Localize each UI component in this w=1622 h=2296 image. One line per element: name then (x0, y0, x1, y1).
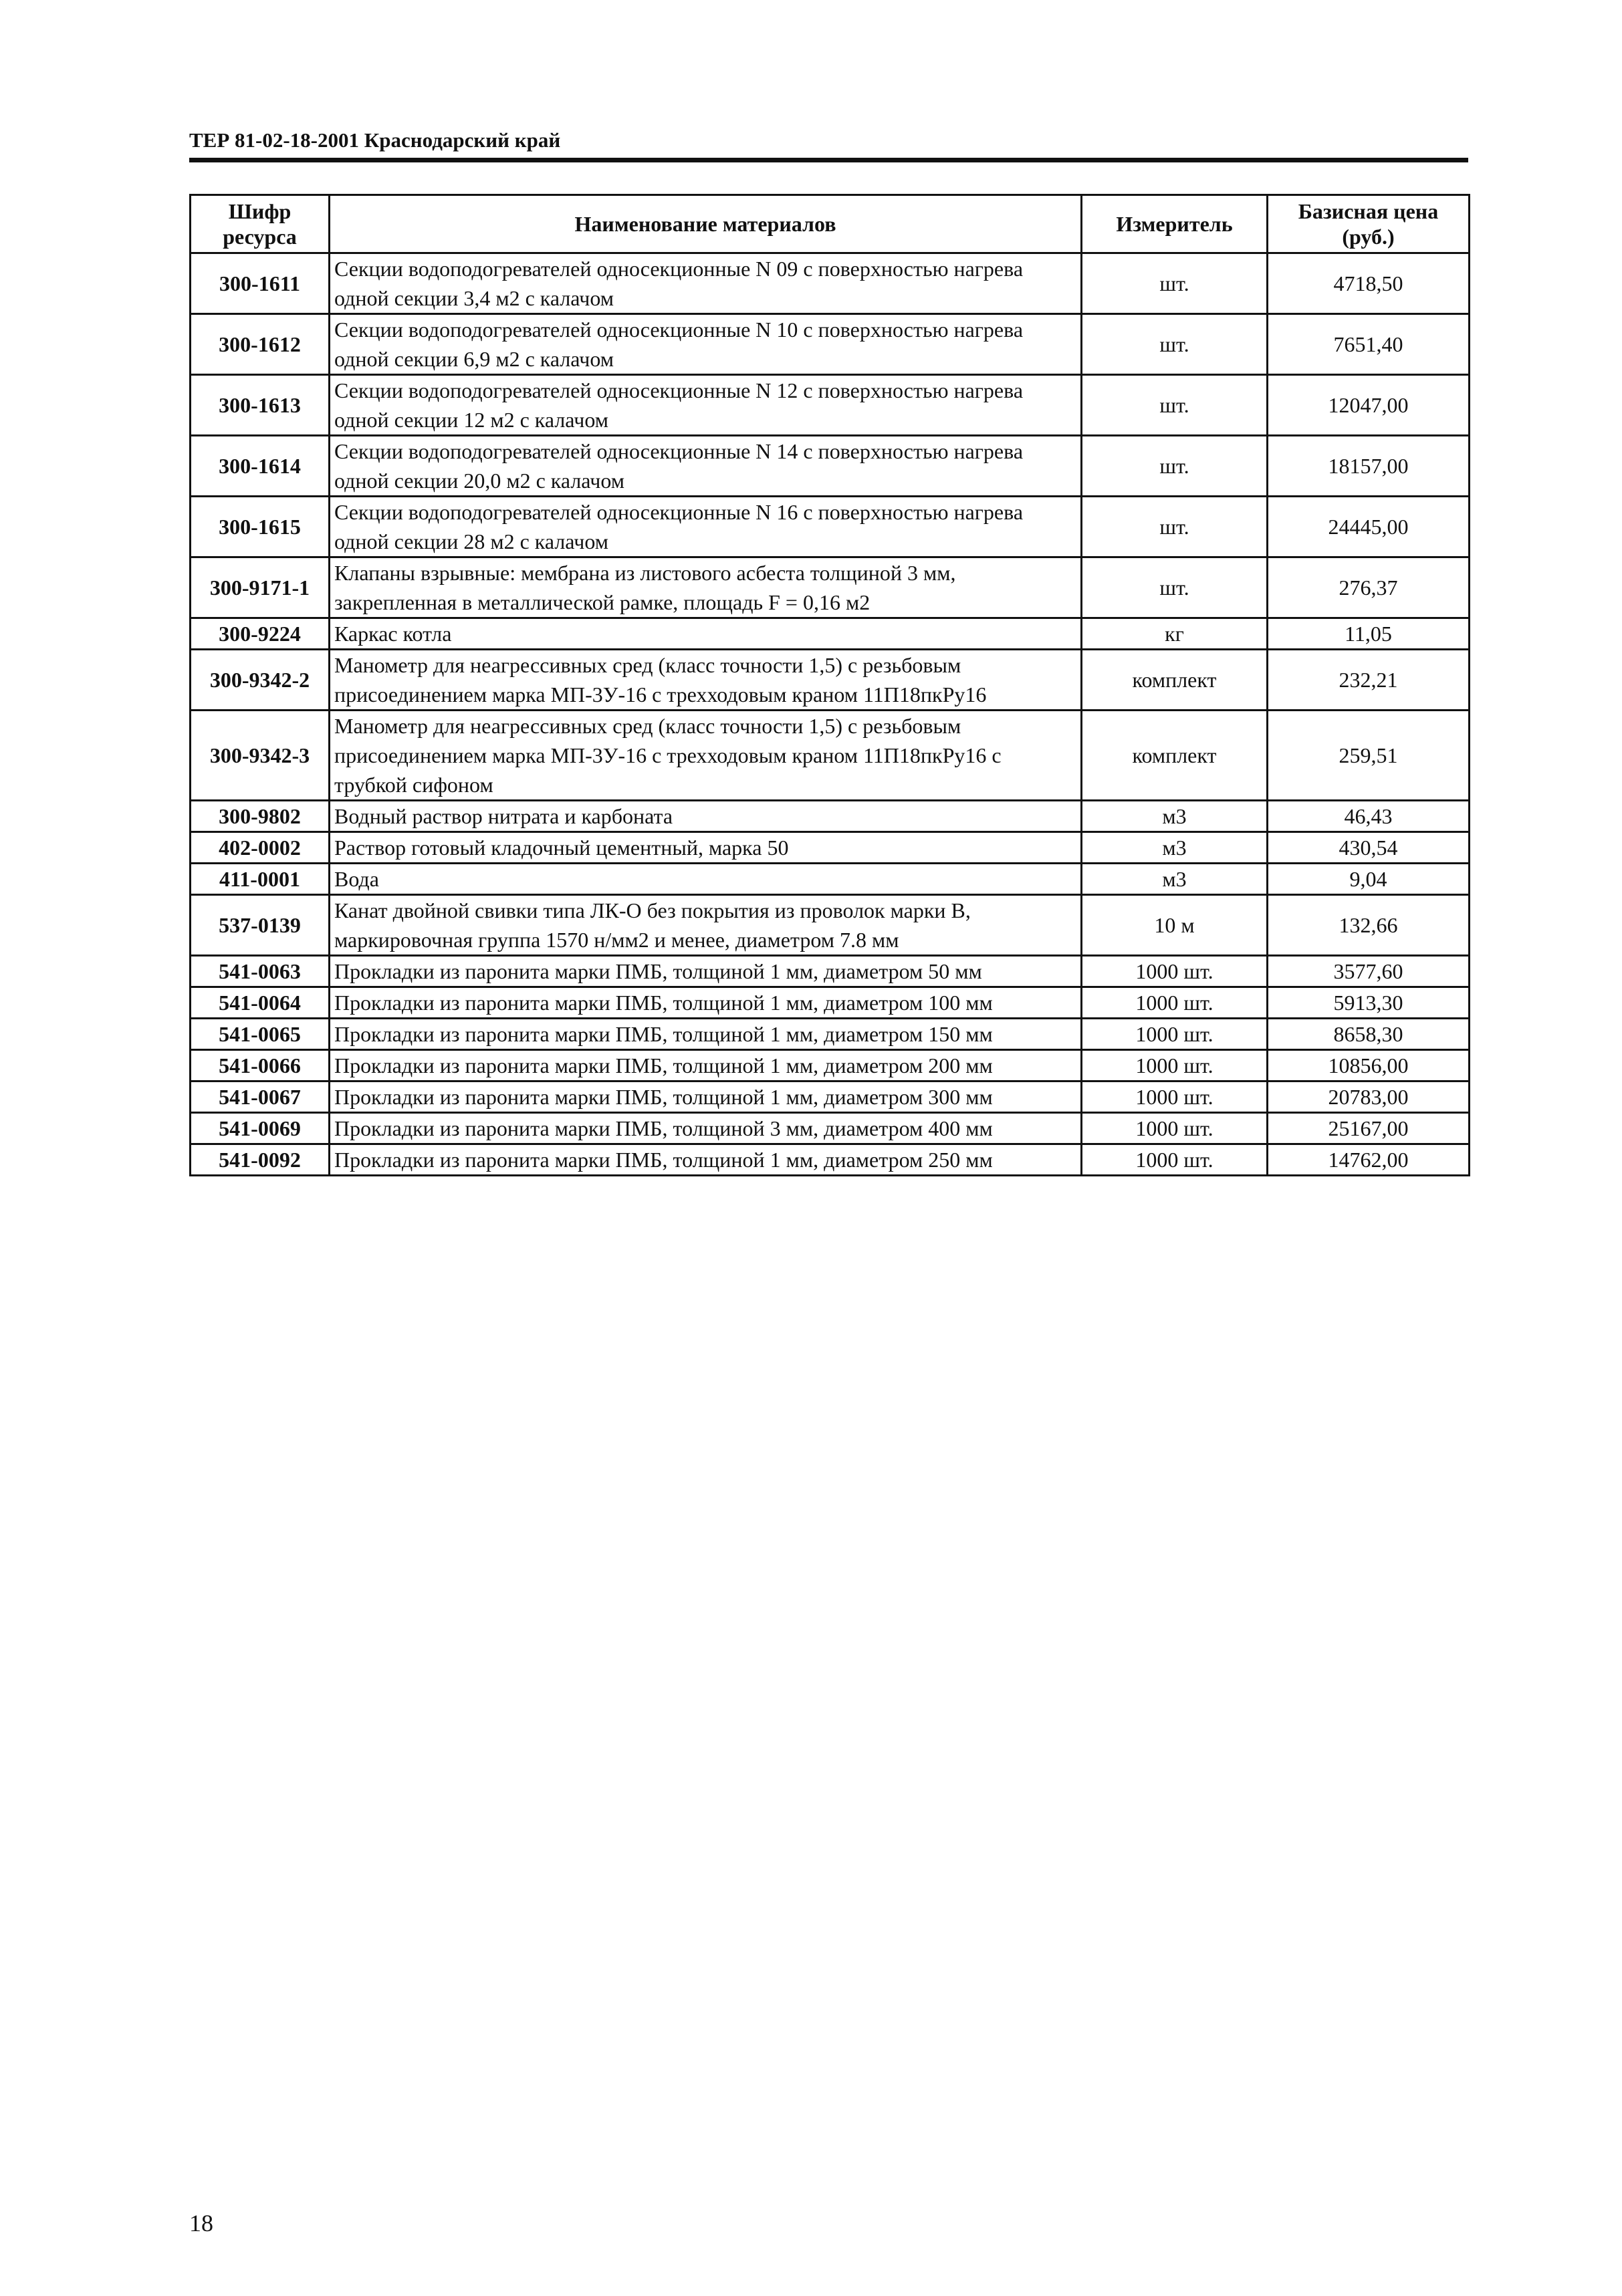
price-cell: 10856,00 (1268, 1050, 1470, 1081)
price-cell: 46,43 (1268, 801, 1470, 832)
code-cell: 541-0069 (191, 1113, 330, 1144)
unit-cell: шт. (1082, 375, 1268, 436)
unit-cell: комплект (1082, 711, 1268, 801)
price-cell: 24445,00 (1268, 497, 1470, 557)
code-cell: 541-0066 (191, 1050, 330, 1081)
table-row (191, 801, 1470, 832)
name-cell: Манометр для неагрессивных сред (класс точности 1,5) с резьбовым присоединением марка МП-3У-16 с трехходовым краном 11П18пкРу16 (330, 650, 1082, 711)
header-rule (189, 158, 1468, 162)
name-cell: Прокладки из паронита марки ПМБ, толщиной 1 мм, диаметром 200 мм (330, 1050, 1082, 1081)
unit-cell: 1000 шт. (1082, 1144, 1268, 1176)
unit-cell: шт. (1082, 497, 1268, 557)
price-cell: 18157,00 (1268, 436, 1470, 497)
name-cell: Раствор готовый кладочный цементный, марка 50 (330, 832, 1082, 864)
table-row (191, 557, 1470, 618)
table-row (191, 375, 1470, 436)
unit-cell: 1000 шт. (1082, 1050, 1268, 1081)
price-cell: 20783,00 (1268, 1081, 1470, 1113)
code-cell: 300-9342-3 (191, 711, 330, 801)
code-cell: 300-1613 (191, 375, 330, 436)
price-cell: 9,04 (1268, 864, 1470, 895)
name-cell: Прокладки из паронита марки ПМБ, толщиной 1 мм, диаметром 50 мм (330, 956, 1082, 987)
unit-cell: м3 (1082, 801, 1268, 832)
unit-cell: м3 (1082, 864, 1268, 895)
name-cell: Секции водоподогревателей односекционные N 10 с поверхностью нагрева одной секции 6,9 м2 с калачом (330, 314, 1082, 375)
table-row (191, 1050, 1470, 1081)
name-cell: Секции водоподогревателей односекционные N 12 с поверхностью нагрева одной секции 12 м2 с калачом (330, 375, 1082, 436)
table-row (191, 436, 1470, 497)
price-cell: 5913,30 (1268, 987, 1470, 1019)
unit-cell: 1000 шт. (1082, 987, 1268, 1019)
table-row (191, 1113, 1470, 1144)
table-row (191, 895, 1470, 956)
column-header-price: Базисная цена (руб.) (1268, 195, 1470, 253)
unit-cell: шт. (1082, 253, 1268, 314)
price-cell: 25167,00 (1268, 1113, 1470, 1144)
price-cell: 14762,00 (1268, 1144, 1470, 1176)
price-cell: 276,37 (1268, 557, 1470, 618)
column-header-unit: Измеритель (1082, 195, 1268, 253)
table-row (191, 1144, 1470, 1176)
price-cell: 232,21 (1268, 650, 1470, 711)
table-header-row (191, 195, 1470, 253)
unit-cell: 1000 шт. (1082, 1019, 1268, 1050)
unit-cell: 1000 шт. (1082, 956, 1268, 987)
name-cell: Каркас котла (330, 618, 1082, 650)
table-row (191, 497, 1470, 557)
unit-cell: шт. (1082, 314, 1268, 375)
code-cell: 541-0092 (191, 1144, 330, 1176)
code-cell: 300-1614 (191, 436, 330, 497)
name-cell: Манометр для неагрессивных сред (класс точности 1,5) с резьбовым присоединением марка МП-3У-16 с трехходовым краном 11П18пкРу16 с трубкой сифоном (330, 711, 1082, 801)
table-row (191, 618, 1470, 650)
page-header: ТЕР 81-02-18-2001 Краснодарский край (189, 128, 561, 152)
column-header-name: Наименование материалов (330, 195, 1082, 253)
unit-cell: 10 м (1082, 895, 1268, 956)
name-cell: Канат двойной свивки типа ЛК-О без покрытия из проволок марки В, маркировочная группа 1570 н/мм2 и менее, диаметром 7.8 мм (330, 895, 1082, 956)
code-cell: 300-9171-1 (191, 557, 330, 618)
price-cell: 430,54 (1268, 832, 1470, 864)
code-cell: 300-9342-2 (191, 650, 330, 711)
price-cell: 132,66 (1268, 895, 1470, 956)
unit-cell: 1000 шт. (1082, 1113, 1268, 1144)
name-cell: Прокладки из паронита марки ПМБ, толщиной 1 мм, диаметром 250 мм (330, 1144, 1082, 1176)
name-cell: Прокладки из паронита марки ПМБ, толщиной 1 мм, диаметром 150 мм (330, 1019, 1082, 1050)
table-row (191, 832, 1470, 864)
table-row (191, 1019, 1470, 1050)
unit-cell: м3 (1082, 832, 1268, 864)
unit-cell: шт. (1082, 436, 1268, 497)
price-cell: 11,05 (1268, 618, 1470, 650)
code-cell: 300-9224 (191, 618, 330, 650)
code-cell: 300-9802 (191, 801, 330, 832)
table-row (191, 253, 1470, 314)
table-row (191, 987, 1470, 1019)
materials-table (189, 194, 1470, 1176)
code-cell: 300-1612 (191, 314, 330, 375)
name-cell: Вода (330, 864, 1082, 895)
code-cell: 537-0139 (191, 895, 330, 956)
page-number: 18 (189, 2210, 213, 2237)
unit-cell: шт. (1082, 557, 1268, 618)
price-cell: 259,51 (1268, 711, 1470, 801)
table-row (191, 1081, 1470, 1113)
name-cell: Прокладки из паронита марки ПМБ, толщиной 3 мм, диаметром 400 мм (330, 1113, 1082, 1144)
table-row (191, 711, 1470, 801)
name-cell: Прокладки из паронита марки ПМБ, толщиной 1 мм, диаметром 100 мм (330, 987, 1082, 1019)
unit-cell: кг (1082, 618, 1268, 650)
name-cell: Клапаны взрывные: мембрана из листового асбеста толщиной 3 мм, закрепленная в металлической рамке, площадь F = 0,16 м2 (330, 557, 1082, 618)
table-row (191, 650, 1470, 711)
table-body (191, 253, 1470, 1176)
column-header-code: Шифр ресурса (191, 195, 330, 253)
name-cell: Водный раствор нитрата и карбоната (330, 801, 1082, 832)
price-cell: 7651,40 (1268, 314, 1470, 375)
code-cell: 541-0065 (191, 1019, 330, 1050)
unit-cell: 1000 шт. (1082, 1081, 1268, 1113)
code-cell: 541-0063 (191, 956, 330, 987)
code-cell: 300-1615 (191, 497, 330, 557)
code-cell: 411-0001 (191, 864, 330, 895)
name-cell: Секции водоподогревателей односекционные N 14 с поверхностью нагрева одной секции 20,0 м2 с калачом (330, 436, 1082, 497)
code-cell: 402-0002 (191, 832, 330, 864)
table-row (191, 314, 1470, 375)
unit-cell: комплект (1082, 650, 1268, 711)
price-cell: 8658,30 (1268, 1019, 1470, 1050)
table-row (191, 956, 1470, 987)
code-cell: 300-1611 (191, 253, 330, 314)
code-cell: 541-0067 (191, 1081, 330, 1113)
price-cell: 4718,50 (1268, 253, 1470, 314)
name-cell: Секции водоподогревателей односекционные N 16 с поверхностью нагрева одной секции 28 м2 с калачом (330, 497, 1082, 557)
name-cell: Прокладки из паронита марки ПМБ, толщиной 1 мм, диаметром 300 мм (330, 1081, 1082, 1113)
table-row (191, 864, 1470, 895)
name-cell: Секции водоподогревателей односекционные N 09 с поверхностью нагрева одной секции 3,4 м2 с калачом (330, 253, 1082, 314)
price-cell: 12047,00 (1268, 375, 1470, 436)
code-cell: 541-0064 (191, 987, 330, 1019)
price-cell: 3577,60 (1268, 956, 1470, 987)
